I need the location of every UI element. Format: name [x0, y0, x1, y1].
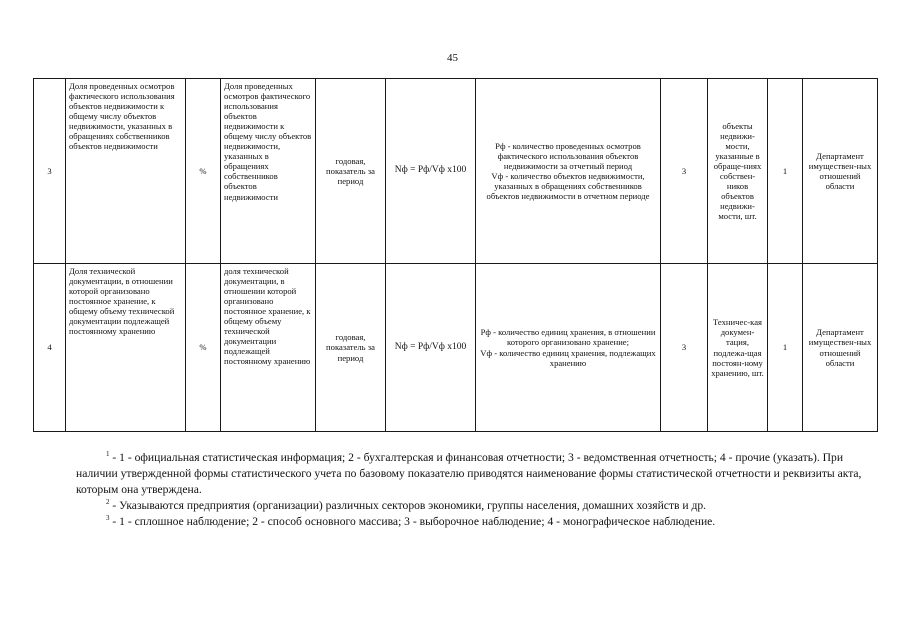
unit-cell: %	[186, 79, 221, 264]
footnote-1	[76, 450, 876, 498]
formula-cell: Nф = Рф/Vф x100	[386, 79, 476, 264]
footnote-1-text: - 1 - официальная статистическая информация; 2 - бухгалтерская и финансовая отчетности; 3 - ведомственная отчетность; 4 - прочие (указать). При наличии утвержденной формы статистического учета по базовому показателю приводятся наименование формы статистической отчетности и реквизиты акта, которым она утверждена.	[76, 451, 862, 496]
source-code-cell: 3	[661, 79, 708, 264]
table-row	[34, 79, 878, 264]
responsible-cell: Департамент имуществен-ных отношений области	[803, 79, 878, 264]
indicator-name: Доля технической документации, в отношении которой организовано постоянное хранение, к общему объему технической документации подлежащей постоянному хранению	[66, 264, 186, 432]
table-row	[34, 264, 878, 432]
source-code-cell: 3	[661, 264, 708, 432]
periodicity-cell: годовая, показатель за период	[316, 79, 386, 264]
variables-cell: Рф - количество проведенных осмотров фактического использования объектов недвижимости за отчетный период Vф - количество объектов недвижимости, указанных в обращениях собственников объектов недвижимости в отчетном периоде	[476, 79, 661, 264]
method-code-cell: 1	[768, 264, 803, 432]
footnote-3-marker: 3	[106, 513, 110, 522]
periodicity-cell: годовая, показатель за период	[316, 264, 386, 432]
indicator-table	[33, 78, 878, 432]
footnote-2-marker: 2	[106, 497, 110, 506]
footnote-3	[76, 514, 876, 530]
footnote-2-text: - Указываются предприятия (организации) различных секторов экономики, группы населения, домашних хозяйств и др.	[109, 498, 707, 512]
unit-cell: %	[186, 264, 221, 432]
row-index: 4	[34, 264, 66, 432]
footnote-1-marker: 1	[106, 450, 110, 459]
indicator-name: Доля проведенных осмотров фактического использования объектов недвижимости к общему числу объектов недвижимости, указанных в обращениях собственников объектов недвижимости	[66, 79, 186, 264]
observation-unit-cell: Техничес-кая докумен-тация, подлежа-щая постоян-ному хранению, шт.	[708, 264, 768, 432]
page-number: 45	[447, 52, 458, 64]
observation-unit-cell: объекты недвижи-мости, указанные в обраще-ниях собствен-ников объектов недвижи-мости, шт.	[708, 79, 768, 264]
indicator-definition: доля технической документации, в отношении которой организовано постоянное хранение, к общему объему технической документации подлежащей постоянному хранению	[221, 264, 316, 432]
footnote-3-text: - 1 - сплошное наблюдение; 2 - способ основного массива; 3 - выборочное наблюдение; 4 - монографическое наблюдение.	[109, 514, 716, 528]
indicator-definition: Доля проведенных осмотров фактического использования объектов недвижимости к общему числу объектов недвижимости, указанных в обращениях собственников объектов недвижимости	[221, 79, 316, 264]
footnotes	[76, 450, 876, 529]
formula-cell: Nф = Рф/Vф x100	[386, 264, 476, 432]
method-code-cell: 1	[768, 79, 803, 264]
variables-cell: Рф - количество единиц хранения, в отношении которого организовано хранение; Vф - количество единиц хранения, подлежащих хранению	[476, 264, 661, 432]
row-index: 3	[34, 79, 66, 264]
footnote-2	[76, 498, 876, 514]
responsible-cell: Департамент имуществен-ных отношений области	[803, 264, 878, 432]
